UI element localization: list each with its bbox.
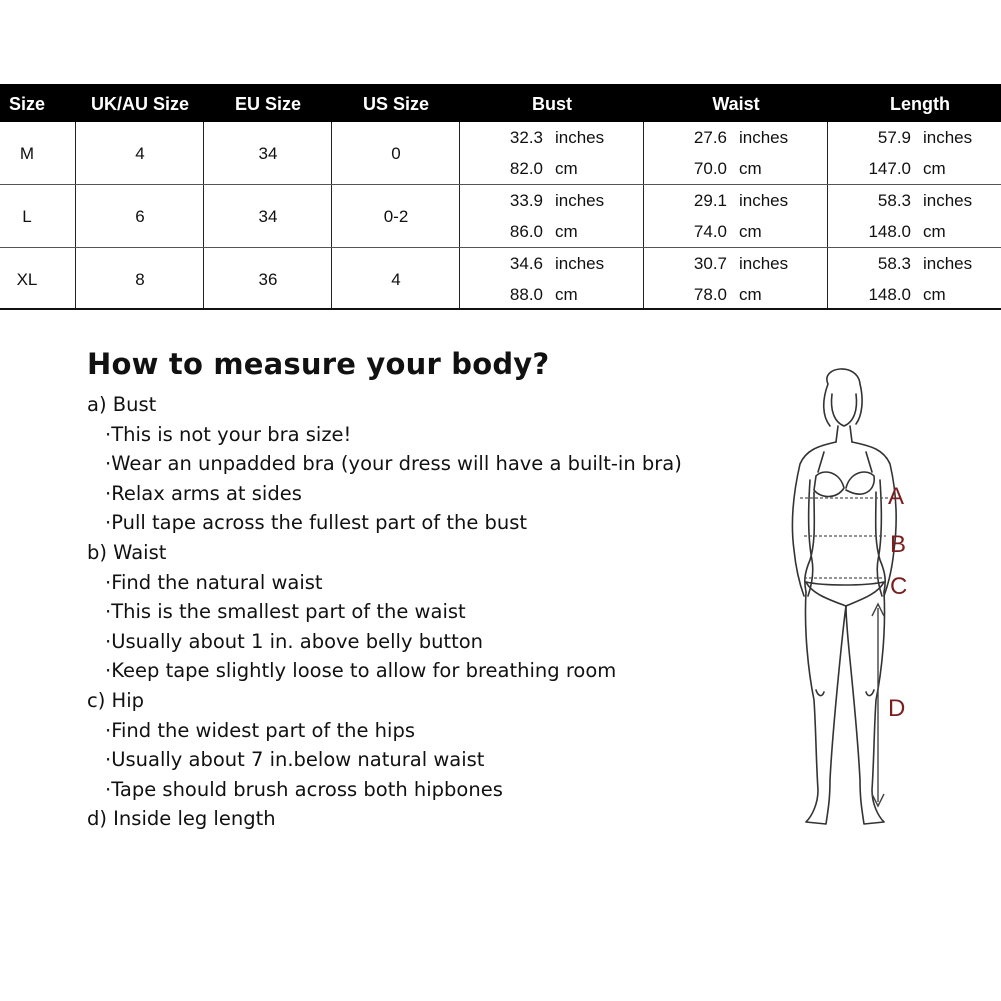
waist-in-unit: inches xyxy=(739,191,789,210)
guide-title: How to measure your body? xyxy=(87,347,550,381)
length-cm-value xyxy=(828,216,1001,247)
guide-bullet: ·This is the smallest part of the waist xyxy=(105,600,466,624)
waist-cm-unit: cm xyxy=(739,159,762,178)
length-cm-unit: cm xyxy=(923,285,946,304)
guide-bullet: ·Wear an unpadded bra (your dress will have a built-in bra) xyxy=(105,452,682,476)
length-cm-value xyxy=(828,279,1001,310)
length-in-unit: inches xyxy=(923,191,973,210)
guide-bullet: ·Keep tape slightly loose to allow for breathing room xyxy=(105,659,617,683)
guide-section-heading: c) Hip xyxy=(87,688,144,712)
bust-cm-number: 86.0 xyxy=(509,222,543,241)
header-bust: Bust xyxy=(532,94,572,114)
bust-in-number: 33.9 xyxy=(509,191,543,210)
waist-in-number: 29.1 xyxy=(693,191,727,210)
bust-in-number: 34.6 xyxy=(509,254,543,273)
bust-cm-unit: cm xyxy=(555,159,578,178)
waist-cm-value xyxy=(644,279,828,310)
waist-cm-number: 74.0 xyxy=(693,222,727,241)
uk-au-cell: 6 xyxy=(135,207,145,226)
header-size: Size xyxy=(8,94,46,114)
header-eu-size: EU Size xyxy=(234,94,302,114)
eu-cell: 36 xyxy=(258,270,278,289)
waist-cm-unit: cm xyxy=(739,222,762,241)
length-in-unit: inches xyxy=(923,254,973,273)
label-c: C xyxy=(890,573,908,600)
waist-in-number: 30.7 xyxy=(693,254,727,273)
waist-cm-number: 70.0 xyxy=(693,159,727,178)
us-cell: 0 xyxy=(391,144,401,163)
waist-cm-value xyxy=(644,153,828,184)
label-b: B xyxy=(890,531,907,558)
table-row xyxy=(0,122,1001,185)
eu-cell: 34 xyxy=(258,144,278,163)
waist-cm-unit: cm xyxy=(739,285,762,304)
size-cell: M xyxy=(19,144,35,163)
size-cell: XL xyxy=(16,270,38,289)
guide-bullet: ·Tape should brush across both hipbones xyxy=(105,777,503,801)
waist-in-unit: inches xyxy=(739,254,789,273)
guide-section-heading: d) Inside leg length xyxy=(87,807,276,831)
uk-au-cell: 4 xyxy=(135,144,145,163)
waist-in-value xyxy=(644,122,828,153)
waist-cm-number: 78.0 xyxy=(693,285,727,304)
bust-cm-value xyxy=(460,216,644,247)
table-header-row xyxy=(0,84,1001,122)
eu-cell: 34 xyxy=(258,207,278,226)
body-outline xyxy=(792,369,896,824)
waist-in-value xyxy=(644,185,828,216)
body-measurement-figure xyxy=(760,360,940,850)
bust-in-value xyxy=(460,122,644,153)
length-in-unit: inches xyxy=(923,128,973,147)
bust-cm-number: 82.0 xyxy=(509,159,543,178)
length-in-value xyxy=(828,122,1001,153)
length-cm-unit: cm xyxy=(923,159,946,178)
length-cm-unit: cm xyxy=(923,222,946,241)
waist-cm-value xyxy=(644,216,828,247)
guide-bullet: ·This is not your bra size! xyxy=(105,422,352,446)
bust-cm-value xyxy=(460,279,644,310)
bust-cm-unit: cm xyxy=(555,222,578,241)
header-waist: Waist xyxy=(712,94,760,114)
bust-in-value xyxy=(460,185,644,216)
bust-cm-value xyxy=(460,153,644,184)
bust-cm-number: 88.0 xyxy=(509,285,543,304)
us-cell: 4 xyxy=(391,270,401,289)
header-uk-au-size: UK/AU Size xyxy=(90,94,189,114)
guide-bullet: ·Usually about 7 in.below natural waist xyxy=(105,748,485,772)
length-cm-number: 148.0 xyxy=(868,285,911,304)
guide-section-heading: a) Bust xyxy=(87,393,157,416)
label-a: A xyxy=(888,483,905,510)
bust-in-value xyxy=(460,248,644,279)
length-in-number: 58.3 xyxy=(877,191,911,210)
header-length: Length xyxy=(890,94,950,114)
table-row xyxy=(0,185,1001,248)
bust-in-number: 32.3 xyxy=(509,128,543,147)
waist-in-unit: inches xyxy=(739,128,789,147)
waist-in-value xyxy=(644,248,828,279)
guide-section-heading: b) Waist xyxy=(87,540,167,564)
label-d: D xyxy=(888,695,906,722)
guide-bullet: ·Usually about 1 in. above belly button xyxy=(105,629,484,653)
length-in-number: 57.9 xyxy=(877,128,911,147)
inseam-arrow xyxy=(872,604,884,806)
waist-in-number: 27.6 xyxy=(693,128,727,147)
measurement-guide xyxy=(87,342,747,834)
guide-bullet: ·Find the natural waist xyxy=(105,570,323,594)
bust-in-unit: inches xyxy=(555,128,605,147)
length-in-value xyxy=(828,248,1001,279)
guide-bullet: ·Find the widest part of the hips xyxy=(105,718,415,742)
length-cm-value xyxy=(828,153,1001,184)
table-row xyxy=(0,248,1001,311)
us-cell: 0-2 xyxy=(383,207,409,226)
bust-in-unit: inches xyxy=(555,191,605,210)
guide-bullet: ·Pull tape across the fullest part of the bust xyxy=(105,511,528,535)
length-cm-number: 148.0 xyxy=(868,222,911,241)
length-in-number: 58.3 xyxy=(877,254,911,273)
size-cell: L xyxy=(22,207,32,226)
guide-bullet: ·Relax arms at sides xyxy=(105,481,302,505)
length-in-value xyxy=(828,185,1001,216)
bust-in-unit: inches xyxy=(555,254,605,273)
uk-au-cell: 8 xyxy=(135,270,145,289)
length-cm-number: 147.0 xyxy=(868,159,911,178)
bust-cm-unit: cm xyxy=(555,285,578,304)
header-us-size: US Size xyxy=(362,94,430,114)
